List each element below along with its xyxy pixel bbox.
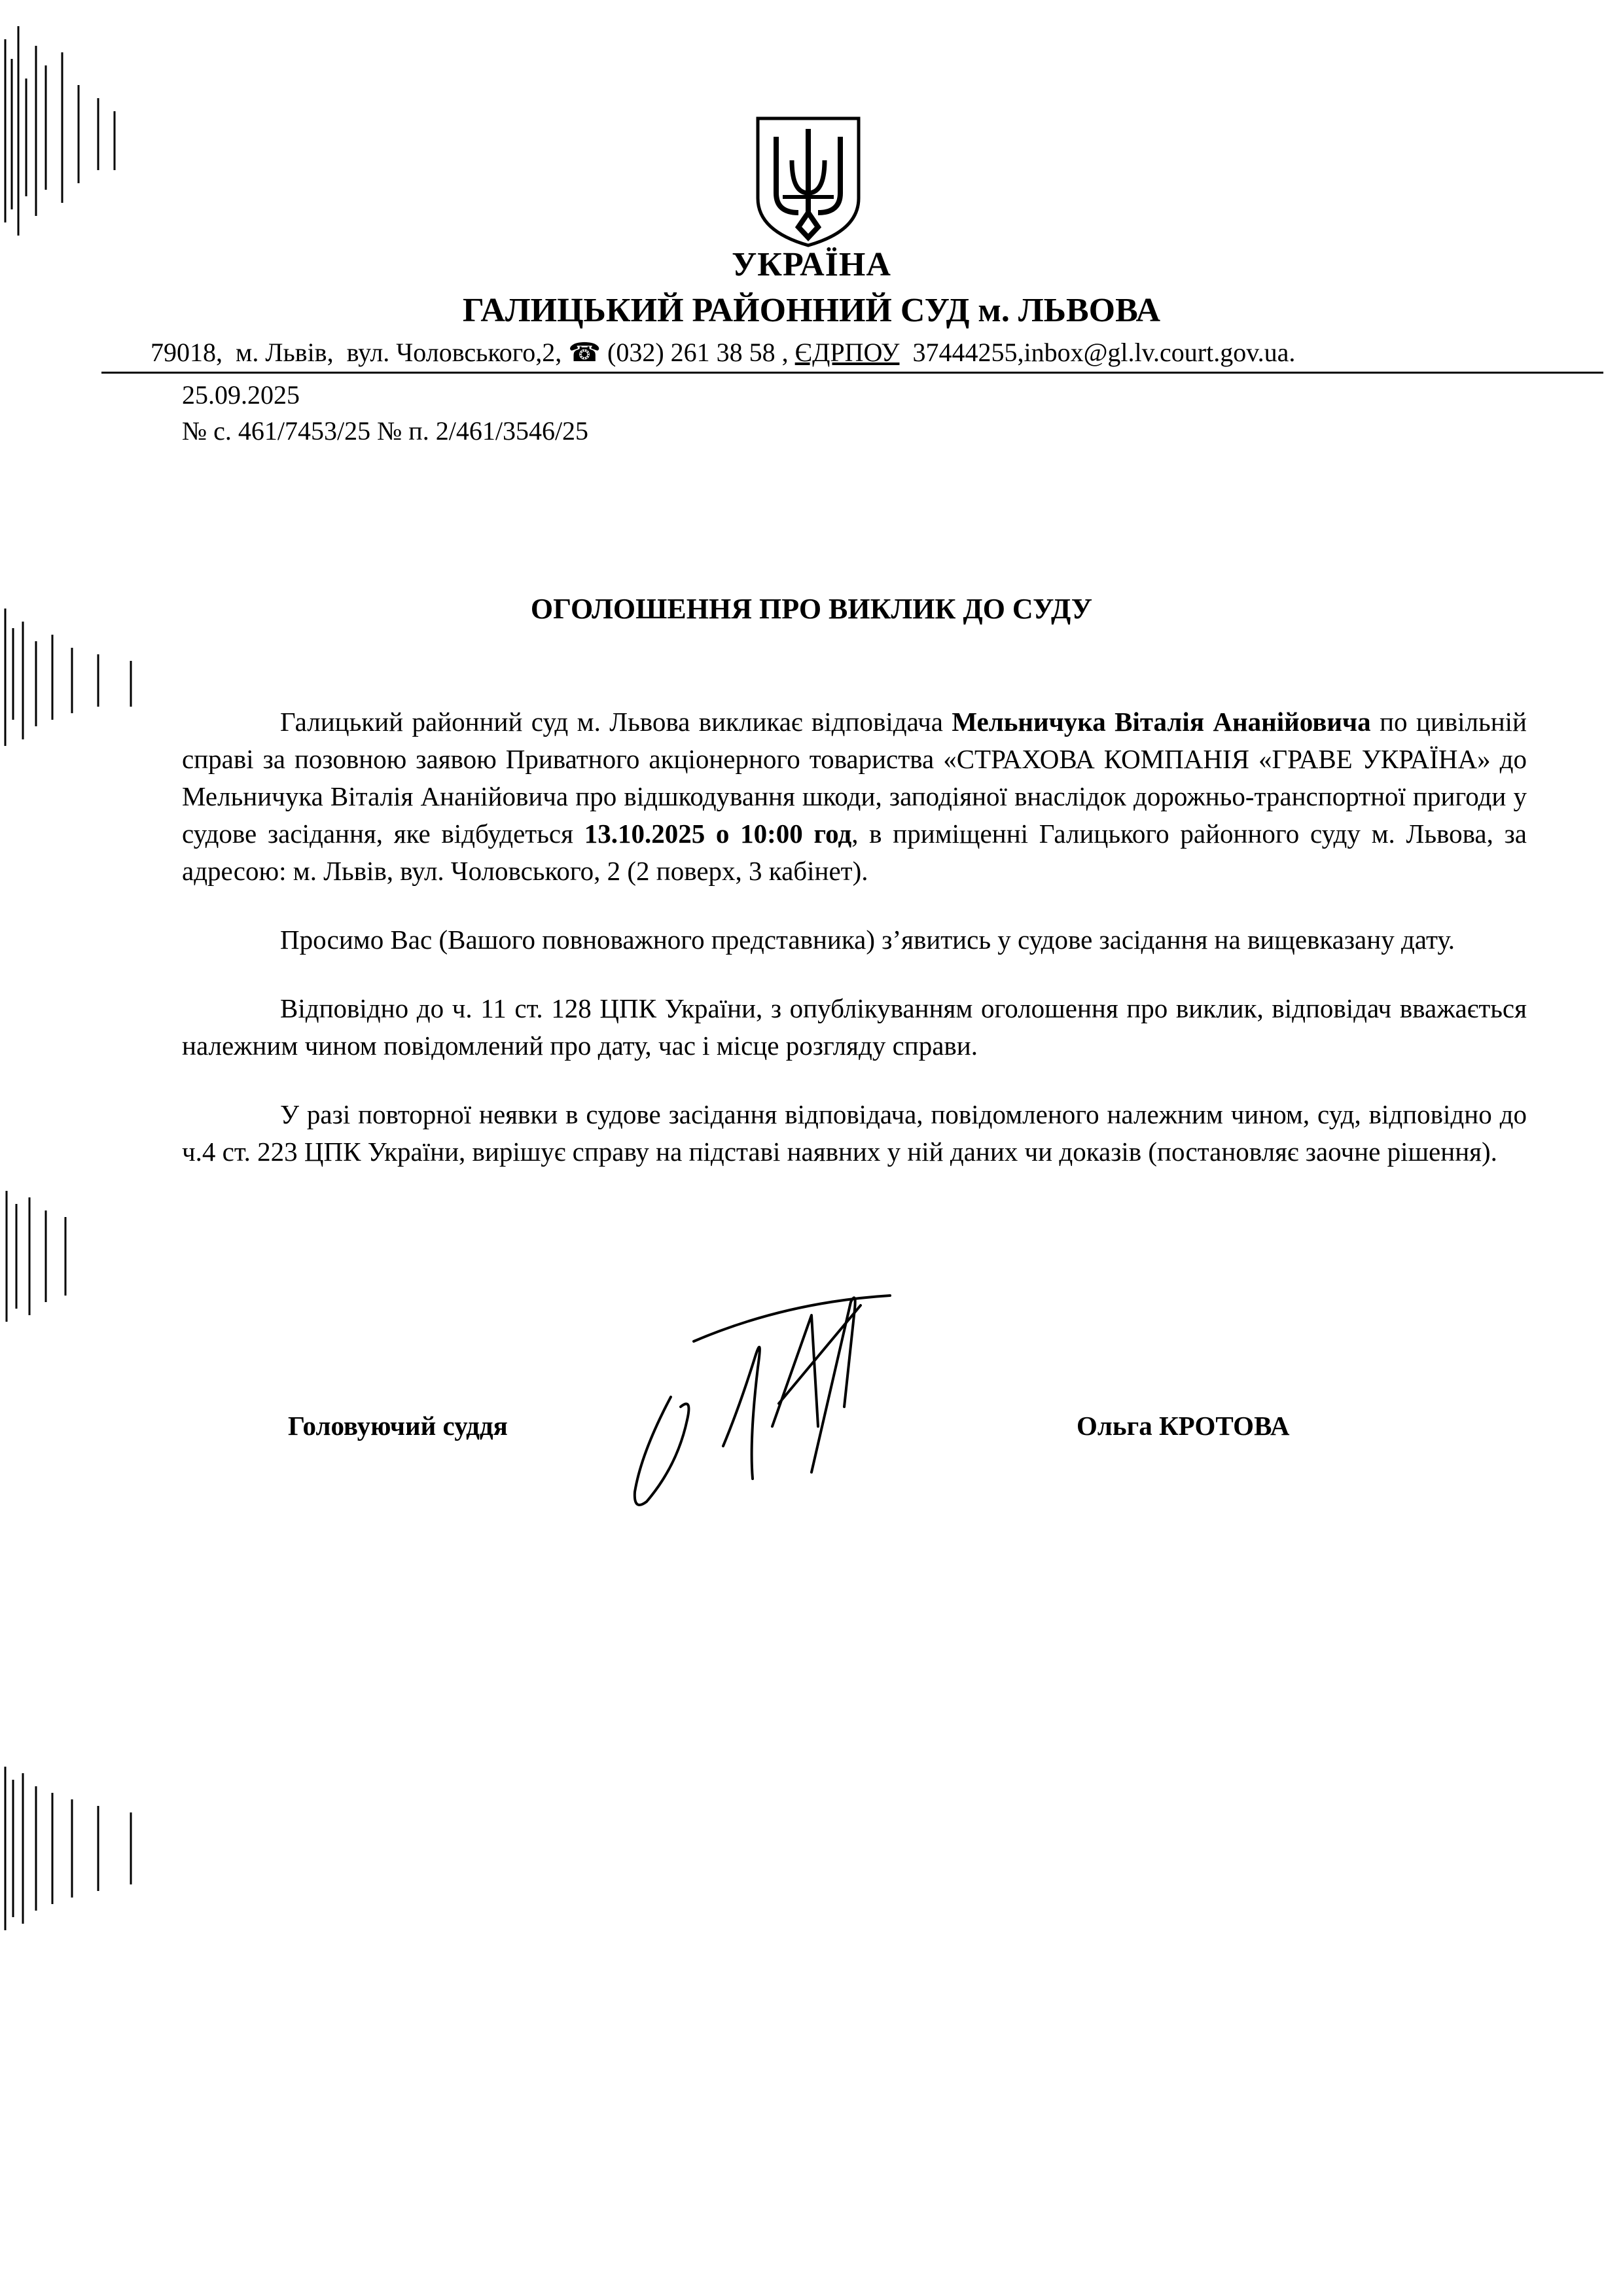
court-contacts <box>151 337 1295 368</box>
paragraph-text: Галицький районний суд м. Львова викликає відповідача <box>280 707 952 737</box>
street-address: вул. Чоловського,2, <box>346 338 562 367</box>
judge-role: Головуючий суддя <box>288 1411 508 1441</box>
country-heading: УКРАЇНА <box>732 246 891 283</box>
document-title: ОГОЛОШЕННЯ ПРО ВИКЛИК ДО СУДУ <box>530 593 1093 625</box>
registration-date: 25.09.2025 <box>182 380 300 410</box>
document-body <box>182 703 1527 1202</box>
trident-emblem-icon <box>753 115 864 249</box>
handwritten-signature <box>615 1276 929 1525</box>
paragraph-text: , в приміщенні Галицького районного суду м. Львова, за адресою: м. Львів, вул. Чоловського, 2 (2 поверх, 3 кабінет). <box>182 819 1527 886</box>
case-numbers: № с. 461/7453/25 № п. 2/461/3546/25 <box>182 416 589 446</box>
request-paragraph: Просимо Вас (Вашого повноважного представника) з’явитись у судове засідання на вищевказану дату. <box>280 925 1455 955</box>
city: м. Львів, <box>236 338 334 367</box>
legal-notice-paragraph: Відповідно до ч. 11 ст. 128 ЦПК України, з опублікуванням оголошення про виклик, відповідач вважається належним чином повідомлений про дату, час і місце розгляду справи. <box>182 993 1527 1061</box>
hearing-datetime: 13.10.2025 о 10:00 год <box>584 819 852 849</box>
header-divider <box>101 372 1603 374</box>
summons-paragraph <box>182 703 1527 890</box>
edrpou-email: 37444255,inbox@gl.lv.court.gov.ua. <box>912 338 1296 367</box>
phone-number: (032) 261 38 58 , <box>607 338 789 367</box>
paragraph-text: по цивільній справі за позовною заявою Приватного акціонерного товариства «СТРАХОВА КОМПАНІЯ «ГРАВЕ УКРАЇНА» до Мельничука Віталія Ананійовича про відшкодування шкоди, заподіяної внаслідок дорожньо-транспортної пригоди у судове засідання, яке відбудеться <box>182 707 1527 849</box>
postal-code: 79018, <box>151 338 223 367</box>
defendant-name: Мельничука Віталія Ананійовича <box>952 707 1371 737</box>
telephone-icon: ☎ <box>568 338 601 367</box>
absence-consequence-paragraph: У разі повторної неявки в судове засідання відповідача, повідомленого належним чином, суд, відповідно до ч.4 ст. 223 ЦПК України, вирішує справу на підставі наявних у ній даних чи доказів (постановляє заочне рішення). <box>182 1099 1527 1167</box>
edrpou-label: ЄДРПОУ <box>794 338 900 367</box>
judge-name: Ольга КРОТОВА <box>1077 1411 1290 1441</box>
scan-edge-marks <box>0 0 157 2296</box>
court-name-heading: ГАЛИЦЬКИЙ РАЙОННИЙ СУД м. ЛЬВОВА <box>462 292 1161 329</box>
